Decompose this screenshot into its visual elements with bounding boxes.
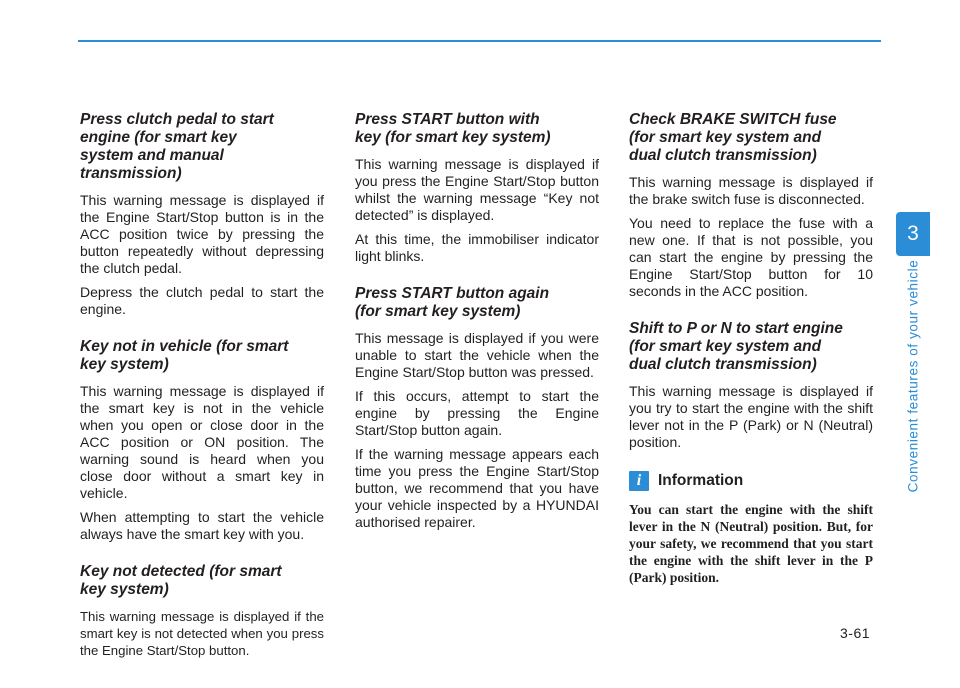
- top-rule: [78, 40, 881, 42]
- section-heading: Check BRAKE SWITCH fuse (for smart key system and dual clutch transmission): [629, 111, 837, 164]
- paragraph: This warning message is displayed if the smart key is not in the vehicle when you open or close door in the ACC position or ON position. The warning sound is heard when you close door without a smart key in vehicle.: [80, 383, 324, 501]
- column-1: [80, 111, 324, 679]
- section-heading: Shift to P or N to start engine (for smart key system and dual clutch transmission): [629, 320, 843, 373]
- information-text: You can start the engine with the shift lever in the N (Neutral) position. But, for your safety, we recommend that you start the engine with the shift lever in the P (Park) position.: [629, 502, 873, 585]
- section-press-start-with-key: [355, 111, 599, 265]
- section-heading: Key not in vehicle (for smart key system): [80, 338, 289, 373]
- column-2: [355, 111, 599, 551]
- section-heading: Press clutch pedal to start engine (for smart key system and manual transmission): [80, 111, 274, 182]
- paragraph: Depress the clutch pedal to start the engine.: [80, 284, 324, 317]
- section-press-start-again: [355, 285, 599, 531]
- chapter-number-tab: 3: [896, 212, 930, 256]
- section-key-not-detected: [80, 563, 324, 659]
- column-3: [629, 111, 873, 586]
- section-press-clutch: [80, 111, 324, 318]
- section-heading: Press START button again (for smart key system): [355, 285, 550, 320]
- paragraph: This message is displayed if you were unable to start the vehicle when the Engine Start/Stop button was pressed.: [355, 330, 599, 380]
- paragraph: This warning message is displayed if you try to start the engine with the shift lever not in the P (Park) or N (Neutral) position.: [629, 383, 873, 450]
- section-shift-to-p-or-n: [629, 320, 873, 451]
- page-number: 3-61: [840, 625, 871, 641]
- information-note: [629, 471, 873, 586]
- chapter-title-vertical: Convenient features of your vehicle: [905, 259, 921, 493]
- section-check-brake-switch-fuse: [629, 111, 873, 300]
- information-icon: i: [629, 471, 649, 491]
- paragraph: If the warning message appears each time you press the Engine Start/Stop button, we recommend that you have your vehicle inspected by a HYUNDAI authorised repairer.: [355, 446, 599, 530]
- information-label: Information: [658, 472, 744, 489]
- section-heading: Key not detected (for smart key system): [80, 563, 282, 598]
- paragraph: When attempting to start the vehicle always have the smart key with you.: [80, 509, 324, 542]
- paragraph: You need to replace the fuse with a new one. If that is not possible, you can start the engine by pressing the Engine Start/Stop button for 10 seconds in the ACC position.: [629, 215, 873, 299]
- paragraph: This warning message is displayed if the smart key is not detected when you press the Engine Start/Stop button.: [80, 609, 324, 658]
- section-key-not-in-vehicle: [80, 338, 324, 543]
- paragraph: If this occurs, attempt to start the engine by pressing the Engine Start/Stop button again.: [355, 388, 599, 438]
- information-header: [629, 471, 873, 491]
- section-heading: Press START button with key (for smart key system): [355, 111, 551, 146]
- paragraph: This warning message is displayed if you press the Engine Start/Stop button whilst the warning message “Key not detected” is displayed.: [355, 156, 599, 223]
- paragraph: This warning message is displayed if the Engine Start/Stop button is in the ACC position twice by pressing the button repeatedly without depressing the clutch pedal.: [80, 192, 324, 276]
- paragraph: At this time, the immobiliser indicator light blinks.: [355, 231, 599, 264]
- paragraph: This warning message is displayed if the brake switch fuse is disconnected.: [629, 174, 873, 207]
